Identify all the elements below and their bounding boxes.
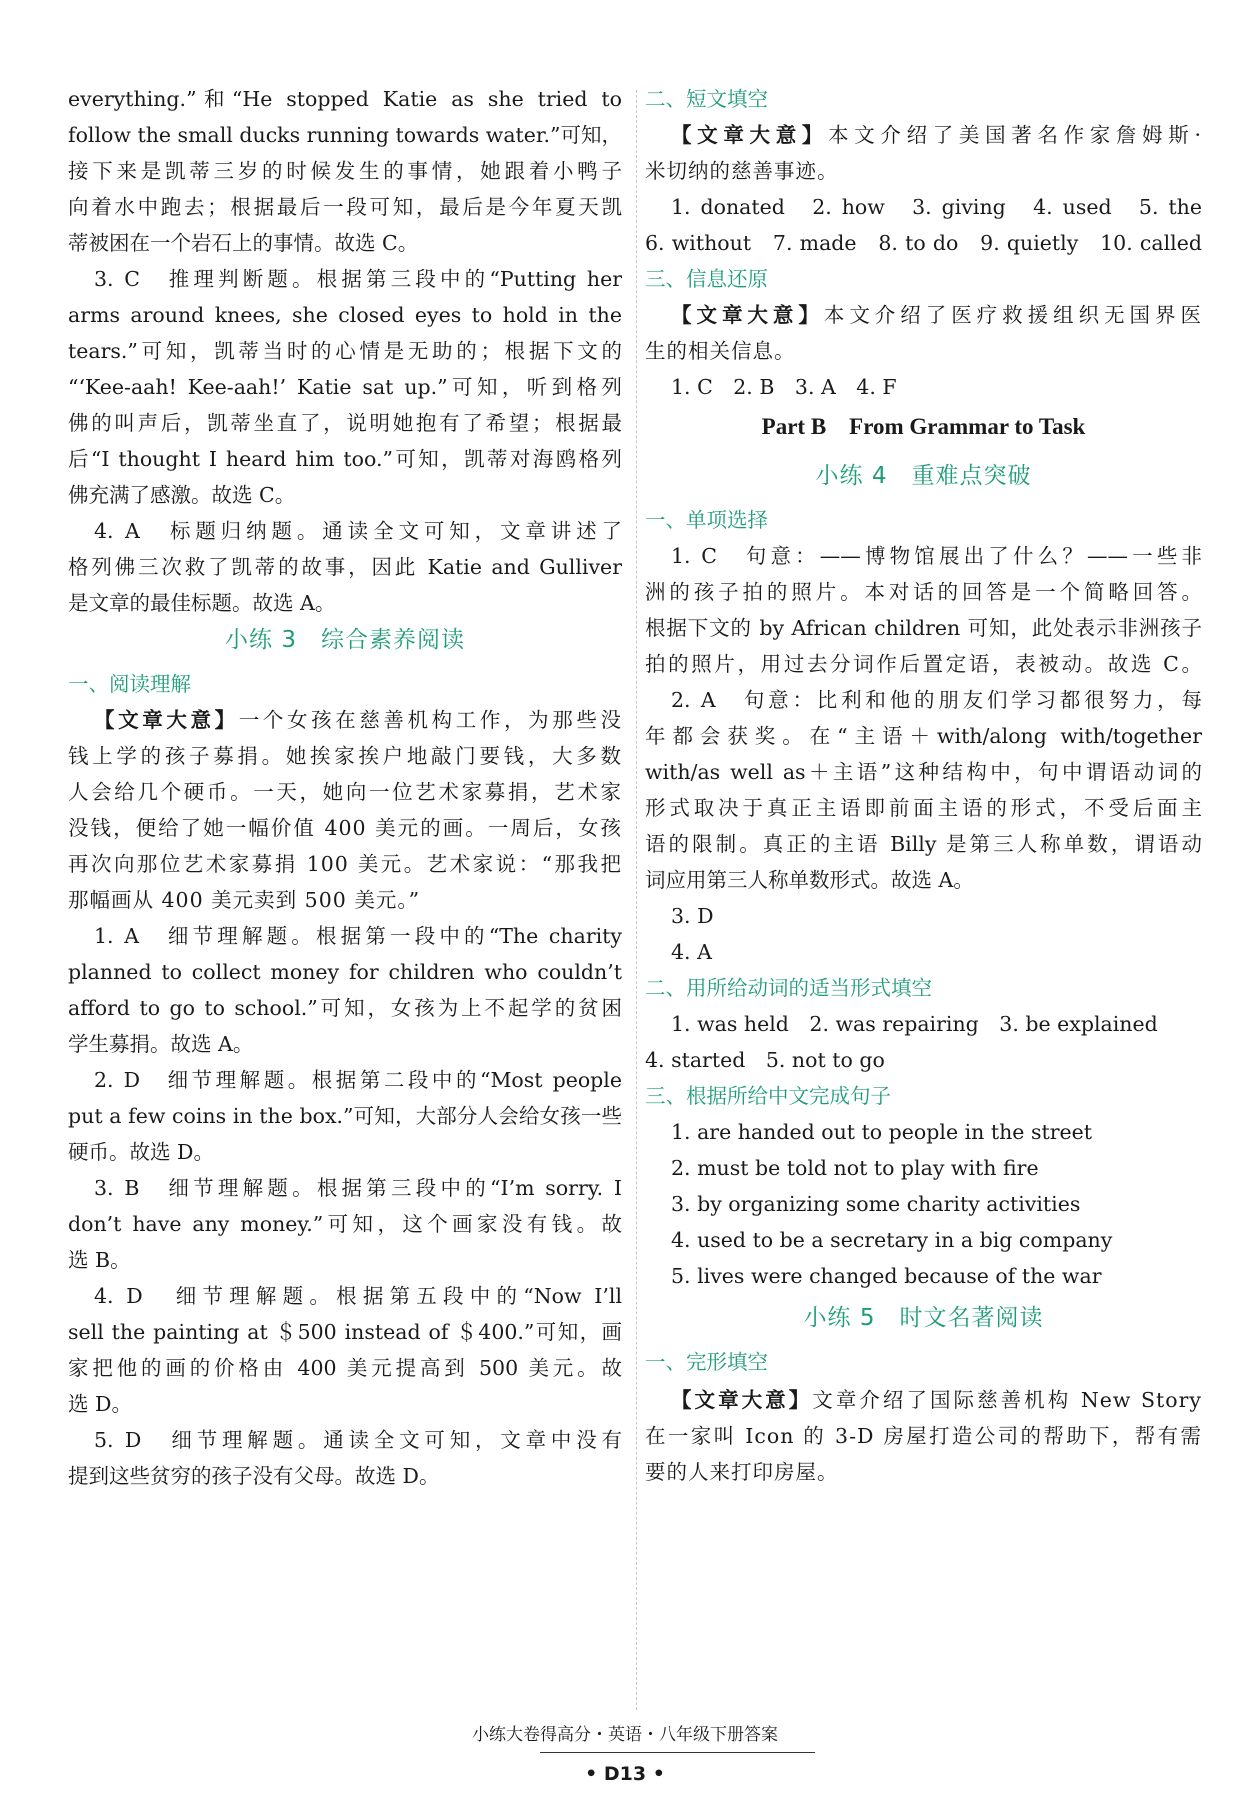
section-title-verb-form: 二、用所给动词的适当形式填空 <box>645 976 932 1000</box>
text-line: arms around knees, she closed eyes to hold in the <box>68 303 622 327</box>
summary-tag: 【文章大意】 <box>671 123 829 147</box>
answer-line: don’t have any money.”可知，这个画家没有钱。故 <box>68 1212 622 1236</box>
summary-tag: 【文章大意】 <box>671 303 824 327</box>
summary-line: 那幅画从 400 美元卖到 500 美元。” <box>68 888 421 912</box>
answer-line: 语的限制。真正的主语 Billy 是第三人称单数，谓语动 <box>645 832 1202 856</box>
answer-line: 1. donated 2. how 3. giving 4. used 5. the <box>671 195 1202 219</box>
lesson3-title: 小练 3 综合素养阅读 <box>225 627 465 653</box>
answer-line: put a few coins in the box.”可知，大部分人会给女孩一些 <box>68 1104 622 1128</box>
answer-line: 2. D 细节理解题。根据第二段中的“Most people <box>94 1068 622 1092</box>
answer-line: 年都会获奖。在“主语＋with/along with/together <box>645 724 1202 748</box>
answer-line: 5. lives were changed because of the war <box>671 1264 1102 1288</box>
answer-line: 硬币。故选 D。 <box>68 1140 214 1164</box>
summary-line: 【文章大意】本文介绍了美国著名作家詹姆斯· <box>671 123 1202 147</box>
answer-line: 学生募捐。故选 A。 <box>68 1032 254 1056</box>
part-b-title: Part B From Grammar to Task <box>761 414 1086 439</box>
text-line: tears.”可知，凯蒂当时的心情是无助的；根据下文的 <box>68 339 622 363</box>
text-line: 格列佛三次救了凯蒂的故事，因此 Katie and Gulliver <box>68 555 622 579</box>
text-line: 后“I thought I heard him too.”可知，凯蒂对海鸥格列 <box>68 447 622 471</box>
summary-tag: 【文章大意】 <box>94 708 239 732</box>
text-line: 3. C 推理判断题。根据第三段中的“Putting her <box>94 267 622 291</box>
answer-line: 5. D 细节理解题。通读全文可知，文章中没有 <box>94 1428 622 1452</box>
text-line: 接下来是凯蒂三岁的时候发生的事情，她跟着小鸭子 <box>68 159 622 183</box>
answer-line: 提到这些贫穷的孩子没有父母。故选 D。 <box>68 1464 440 1488</box>
answer-line: 1. was held 2. was repairing 3. be explained <box>671 1012 1158 1036</box>
answer-line: with/as well as＋主语”这种结构中，句中谓语动词的 <box>645 760 1202 784</box>
column-divider <box>636 90 637 1710</box>
answer-line: 4. started 5. not to go <box>645 1048 885 1072</box>
summary-line: 米切纳的慈善事迹。 <box>645 159 839 183</box>
footer-book-title: 小练大卷得高分・英语・八年级下册答案 <box>472 1725 778 1745</box>
summary-line: 没钱，便给了她一幅价值 400 美元的画。一周后，女孩 <box>68 816 622 840</box>
answer-line: 形式取决于真正主语即前面主语的形式，不受后面主 <box>645 796 1202 820</box>
answer-line: 根据下文的 by African children 可知，此处表示非洲孩子 <box>645 616 1202 640</box>
text-line: 是文章的最佳标题。故选 A。 <box>68 591 336 615</box>
answer-line: 4. used to be a secretary in a big company <box>671 1228 1113 1252</box>
answer-line: 4. D 细节理解题。根据第五段中的“Now I’ll <box>94 1284 622 1308</box>
section-title-cloze: 一、完形填空 <box>645 1350 768 1374</box>
footer-rule <box>540 1752 815 1753</box>
text-line: 佛充满了感激。故选 C。 <box>68 483 296 507</box>
answer-line: 1. C 2. B 3. A 4. F <box>671 375 897 399</box>
answer-line: 6. without 7. made 8. to do 9. quietly 10. called <box>645 231 1202 255</box>
section-title-complete-sentences: 三、根据所给中文完成句子 <box>645 1084 891 1108</box>
lesson5-title: 小练 5 时文名著阅读 <box>803 1305 1044 1331</box>
answer-line: planned to collect money for children who couldn’t <box>68 960 622 984</box>
text-line: follow the small ducks running towards water.”可知， <box>68 123 622 147</box>
answer-line: 3. B 细节理解题。根据第三段中的“I’m sorry. I <box>94 1176 622 1200</box>
answer-line: sell the painting at ＄500 instead of ＄400.”可知，画 <box>68 1320 622 1344</box>
answer-line: 3. D <box>671 904 714 928</box>
answer-line: 拍的照片，用过去分词作后置定语，表被动。故选 C。 <box>645 652 1202 676</box>
answer-line: 1. C 句意：——博物馆展出了什么？——一些非 <box>671 544 1202 568</box>
summary-line: 人会给几个硬币。一天，她向一位艺术家募捐，艺术家 <box>68 780 622 804</box>
page-number: • D13 • <box>585 1763 665 1785</box>
section-title-reading: 一、阅读理解 <box>68 672 191 696</box>
text-line: everything.”和“He stopped Katie as she tried to <box>68 87 622 111</box>
answer-line: 2. must be told not to play with fire <box>671 1156 1039 1180</box>
answer-line: 1. are handed out to people in the street <box>671 1120 1093 1144</box>
answer-line: 3. by organizing some charity activities <box>671 1192 1081 1216</box>
section-title-passage-fill: 二、短文填空 <box>645 87 768 111</box>
summary-line: 要的人来打印房屋。 <box>645 1460 839 1484</box>
text-line: 向着水中跑去；根据最后一段可知，最后是今年夏天凯 <box>68 195 622 219</box>
summary-line: 【文章大意】本文介绍了医疗救援组织无国界医 <box>671 303 1202 327</box>
answer-line: 词应用第三人称单数形式。故选 A。 <box>645 868 974 892</box>
answer-line: 4. A <box>671 940 712 964</box>
text-line: 蒂被困在一个岩石上的事情。故选 C。 <box>68 231 419 255</box>
summary-line: 生的相关信息。 <box>645 339 796 363</box>
text-line: 佛的叫声后，凯蒂坐直了，说明她抱有了希望；根据最 <box>68 411 622 435</box>
text-line: 4. A 标题归纳题。通读全文可知，文章讲述了 <box>94 519 622 543</box>
answer-line: 选 D。 <box>68 1392 132 1416</box>
answer-line: 选 B。 <box>68 1248 131 1272</box>
answer-line: 1. A 细节理解题。根据第一段中的“The charity <box>94 924 622 948</box>
answer-line: 洲的孩子拍的照片。本对话的回答是一个简略回答。 <box>645 580 1202 604</box>
summary-line: 【文章大意】一个女孩在慈善机构工作，为那些没 <box>94 708 622 732</box>
section-title-info-restore: 三、信息还原 <box>645 267 768 291</box>
answer-line: afford to go to school.”可知，女孩为上不起学的贫困 <box>68 996 622 1020</box>
summary-line: 钱上学的孩子募捐。她挨家挨户地敲门要钱，大多数 <box>68 744 622 768</box>
section-title-single-choice: 一、单项选择 <box>645 508 768 532</box>
summary-line: 再次向那位艺术家募捐 100 美元。艺术家说：“那我把 <box>68 852 622 876</box>
text-line: “‘Kee-aah! Kee-aah!’ Katie sat up.”可知，听到格列 <box>68 375 622 399</box>
summary-tag: 【文章大意】 <box>671 1388 813 1412</box>
answer-line: 家把他的画的价格由 400 美元提高到 500 美元。故 <box>68 1356 622 1380</box>
lesson4-title: 小练 4 重难点突破 <box>815 463 1032 489</box>
summary-line: 【文章大意】文章介绍了国际慈善机构 New Story <box>671 1388 1202 1412</box>
answer-line: 2. A 句意：比利和他的朋友们学习都很努力，每 <box>671 688 1202 712</box>
summary-line: 在一家叫 Icon 的 3-D 房屋打造公司的帮助下，帮有需 <box>645 1424 1202 1448</box>
